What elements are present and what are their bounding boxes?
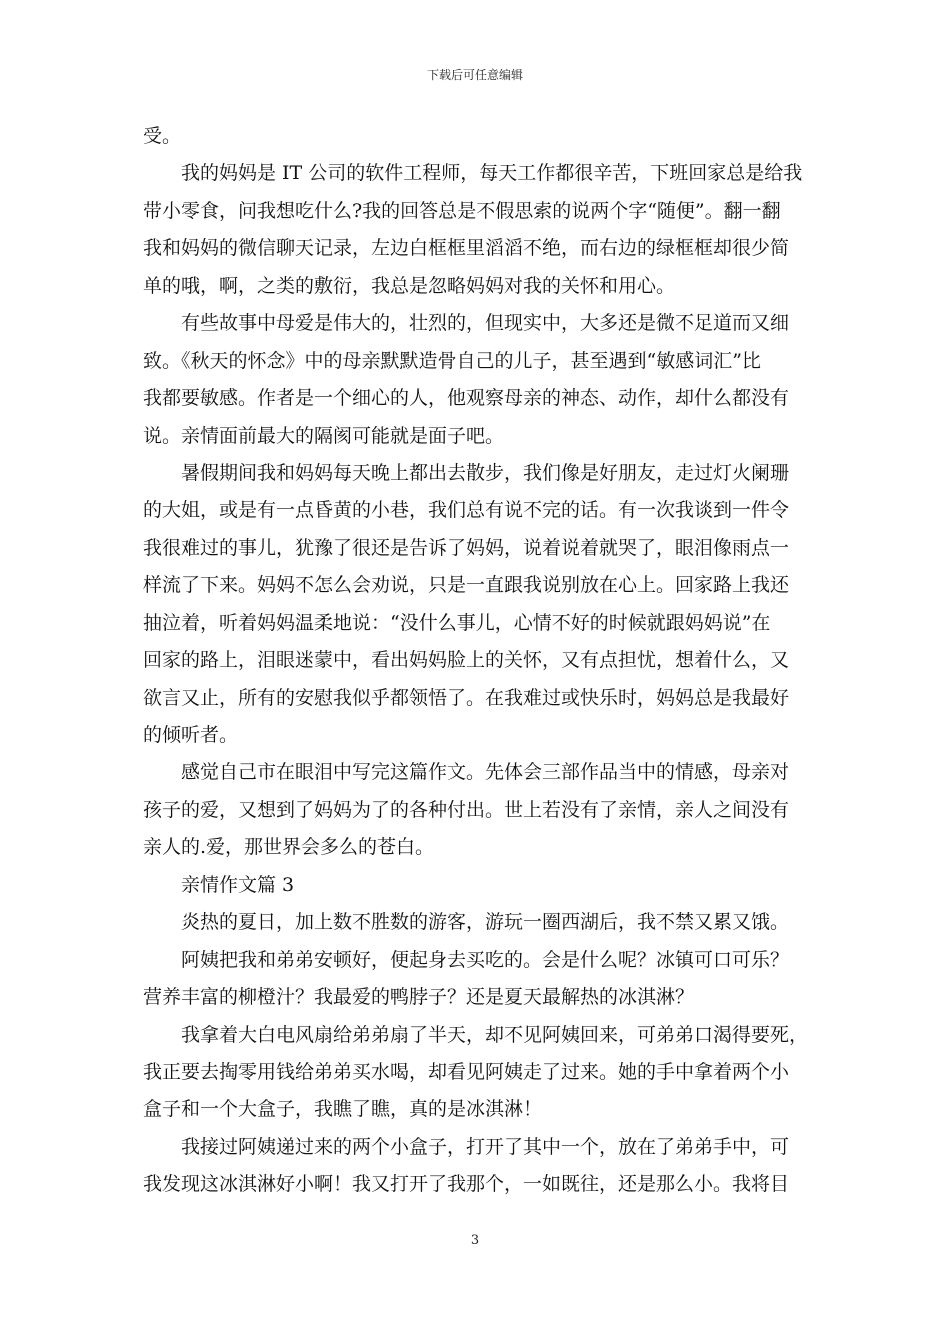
page-number: 3: [470, 1233, 480, 1248]
text-line: 炎热的夏日，加上数不胜数的游客，游玩一圈西湖后，我不禁又累又饿。: [181, 911, 790, 934]
text-line: 亲情作文篇 3: [181, 873, 295, 896]
text-line: 抽泣着，听着妈妈温柔地说：“没什么事儿，心情不好的时候就跟妈妈说”在: [143, 611, 771, 634]
text-line: 样流了下来。妈妈不怎么会劝说，只是一直跟我说别放在心上。回家路上我还: [143, 574, 790, 597]
text-line: 营养丰富的柳橙汁？我最爱的鸭脖子？还是夏天最解热的冰淇淋？: [143, 986, 695, 1009]
document-body: [143, 118, 811, 1204]
text-line: 欲言又止，所有的安慰我似乎都领悟了。在我难过或快乐时，妈妈总是我最好: [143, 686, 790, 709]
page-header: 下载后可任意编辑: [426, 68, 523, 82]
text-line: 感觉自己市在眼泪中写完这篇作文。先体会三部作品当中的情感，母亲对: [181, 761, 790, 784]
text-line: 有些故事中母爱是伟大的，壮烈的，但现实中，大多还是微不足道而又细: [181, 312, 790, 335]
text-line: 单的哦，啊，之类的敷衍，我总是忽略妈妈对我的关怀和用心。: [143, 274, 676, 297]
text-line: 盒子和一个大盒子，我瞧了瞧，真的是冰淇淋！: [143, 1098, 543, 1121]
text-line: 致。《秋天的怀念》中的母亲默默造骨自己的儿子，甚至遇到“敏感词汇”比: [143, 349, 761, 372]
text-line: 我都要敏感。作者是一个细心的人，他观察母亲的神态、动作，却什么都没有: [143, 387, 790, 410]
text-line: 亲人的.爱，那世界会多么的苍白。: [143, 836, 435, 859]
text-line: 我和妈妈的微信聊天记录，左边白框框里滔滔不绝，而右边的绿框框却很少简: [143, 237, 790, 260]
text-line: 孩子的爱，又想到了妈妈为了的各种付出。世上若没有了亲情，亲人之间没有: [143, 798, 790, 821]
text-line: 我接过阿姨递过来的两个小盒子，打开了其中一个，放在了弟弟手中，可: [181, 1135, 790, 1158]
text-line: 我很难过的事儿，犹豫了很还是告诉了妈妈，说着说着就哭了，眼泪像雨点一: [143, 536, 790, 559]
text-line: 回家的路上，泪眼迷蒙中，看出妈妈脸上的关怀，又有点担忧，想着什么，又: [143, 649, 790, 672]
text-line: 我的妈妈是 IT 公司的软件工程师，每天工作都很辛苦，下班回家总是给我: [181, 162, 803, 185]
text-line: 暑假期间我和妈妈每天晚上都出去散步，我们像是好朋友，走过灯火阑珊: [181, 461, 790, 484]
text-line: 我正要去掏零用钱给弟弟买水喝，却看见阿姨走了过来。她的手中拿着两个小: [143, 1060, 790, 1083]
text-line: 带小零食，问我想吃什么?我的回答总是不假思索的说两个字“随便”。翻一翻: [143, 199, 781, 222]
text-line: 的倾听者。: [143, 724, 239, 746]
text-line: 我发现这冰淇淋好小啊！我又打开了我那个，一如既往，还是那么小。我将目: [143, 1173, 790, 1196]
text-line: 的大姐，或是有一点昏黄的小巷，我们总有说不完的话。有一次我谈到一件令: [143, 499, 790, 522]
text-line: 受。: [143, 125, 182, 147]
text-line: 阿姨把我和弟弟安顿好，便起身去买吃的。会是什么呢？冰镇可口可乐？: [181, 948, 790, 971]
text-line: 说。亲情面前最大的隔阂可能就是面子吧。: [143, 424, 505, 447]
text-line: 我拿着大白电风扇给弟弟扇了半天，却不见阿姨回来，可弟弟口渴得要死，: [181, 1023, 809, 1046]
